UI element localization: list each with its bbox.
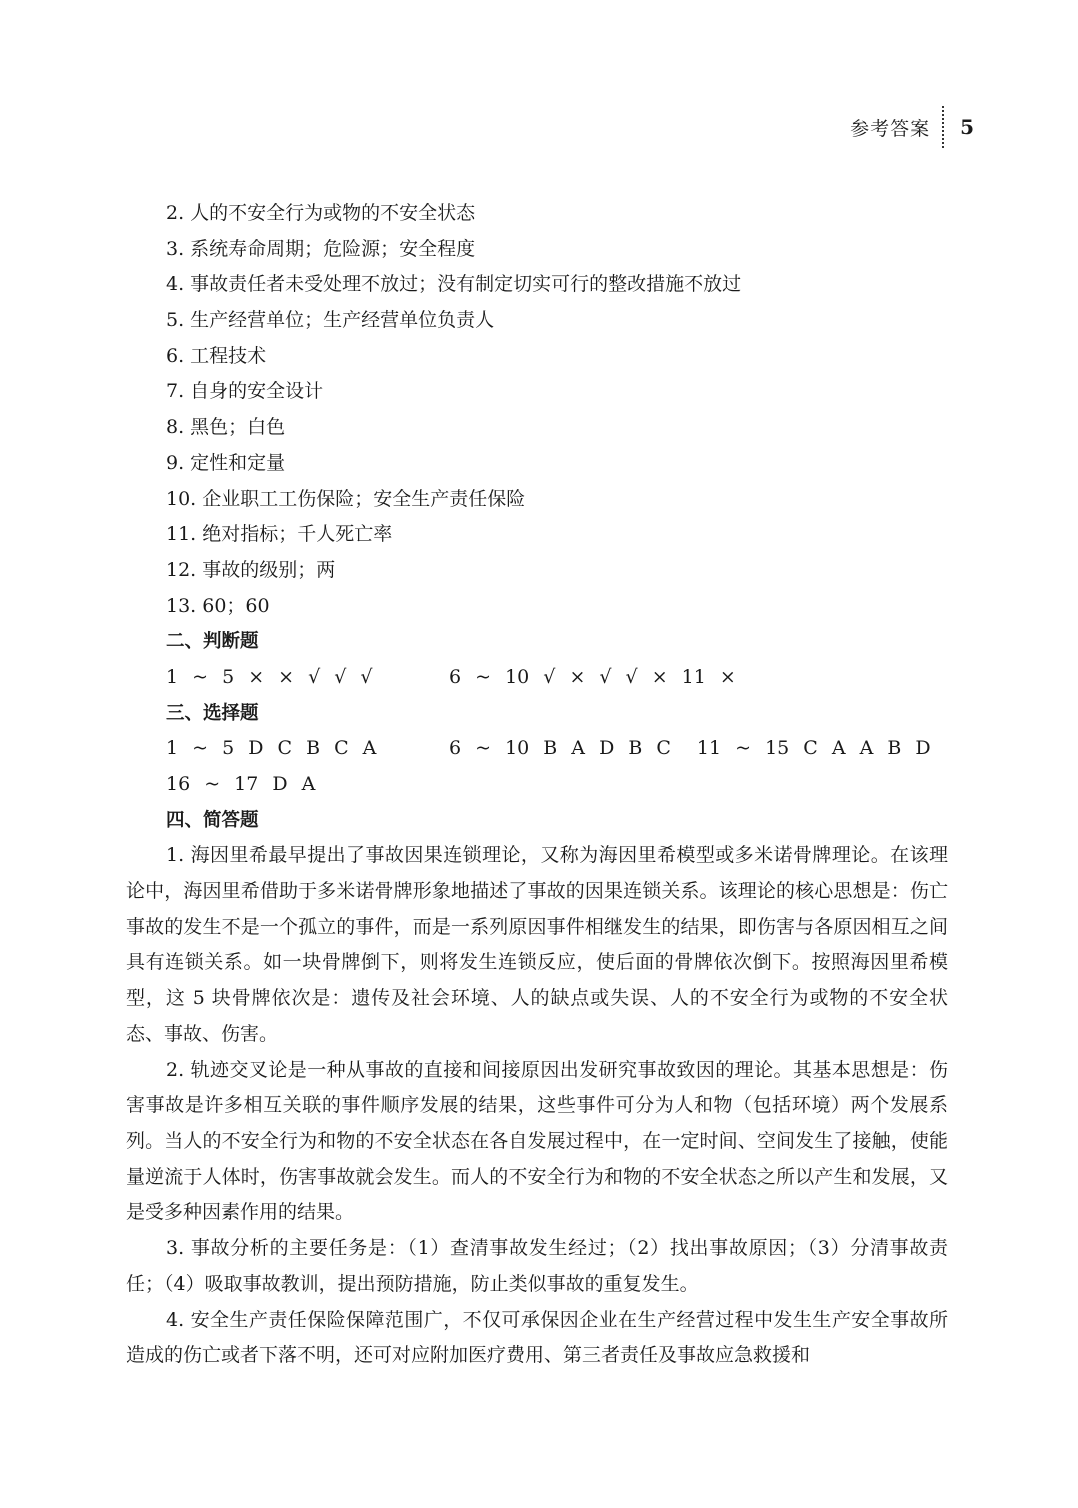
answer-line: 4. 事故责任者未受处理不放过；没有制定切实可行的整改措施不放过 [166, 273, 742, 296]
choice-answers-1-5: 1 ~ 5 D C B C A [166, 737, 377, 760]
answer-line: 7. 自身的安全设计 [166, 380, 324, 403]
judge-answers-row [126, 660, 948, 696]
short-answer-paragraph: 3. 事故分析的主要任务是：（1）查清事故发生经过；（2）找出事故原因；（3）分清事故责任；（4）吸取事故教训，提出预防措施，防止类似事故的重复发生。 [126, 1237, 948, 1295]
choice-answers-row [126, 731, 948, 767]
choice-answers-row [126, 767, 948, 803]
section-title-choice: 三、选择题 [166, 702, 259, 724]
answer-line: 12. 事故的级别；两 [166, 558, 336, 581]
header-title: 参考答案 [850, 117, 931, 140]
answer-line: 11. 绝对指标；千人死亡率 [166, 523, 393, 546]
answer-line: 3. 系统寿命周期；危险源；安全程度 [166, 237, 476, 260]
judge-answers-1-5: 1 ~ 5 × × √ √ √ [166, 665, 373, 688]
running-header [850, 106, 974, 148]
judge-answers-6-11: 6 ~ 10 √ × √ √ × 11 × [449, 665, 736, 688]
section-title-short-answer: 四、简答题 [166, 809, 259, 831]
answer-line: 8. 黑色；白色 [166, 416, 286, 439]
answer-line: 10. 企业职工工伤保险；安全生产责任保险 [166, 487, 526, 510]
answer-line: 6. 工程技术 [166, 344, 267, 367]
short-answer-paragraph: 2. 轨迹交叉论是一种从事故的直接和间接原因出发研究事故致因的理论。其基本思想是：伤害事故是许多相互关联的事件顺序发展的结果，这些事件可分为人和物（包括环境）两个发展系列。当人的不安全行为和物的不安全状态在各自发展过程中，在一定时间、空间发生了接触，使能量逆流于人体时，伤害事故就会发生。而人的不安全行为和物的不安全状态之所以产生和发展，又是受多种因素作用的结果。 [126, 1058, 948, 1224]
answer-line: 13. 60；60 [166, 594, 270, 617]
short-answer-paragraph: 1. 海因里希最早提出了事故因果连锁理论，又称为海因里希模型或多米诺骨牌理论。在该理论中，海因里希借助于多米诺骨牌形象地描述了事故的因果连锁关系。该理论的核心思想是：伤亡事故的发生不是一个孤立的事件，而是一系列原因事件相继发生的结果，即伤害与各原因相互之间具有连锁关系。如一块骨牌倒下，则将发生连锁反应，使后面的骨牌依次倒下。按照海因里希模型，这 5 块骨牌依次是：遗传及社会环境、人的缺点或失误、人的不安全行为或物的不安全状态、事故、伤害。 [126, 844, 948, 1045]
short-answer-paragraph: 4. 安全生产责任保险保障范围广，不仅可承保因企业在生产经营过程中发生生产安全事故所造成的伤亡或者下落不明，还可对应附加医疗费用、第三者责任及事故应急救援和 [126, 1308, 948, 1367]
choice-answers-16-17: 16 ~ 17 D A [166, 773, 316, 795]
answer-line: 9. 定性和定量 [166, 451, 286, 474]
choice-answers-6-10: 6 ~ 10 B A D B C [449, 737, 671, 760]
page-number: 5 [960, 115, 974, 139]
answer-line: 5. 生产经营单位；生产经营单位负责人 [166, 309, 495, 332]
answer-line: 2. 人的不安全行为或物的不安全状态 [166, 202, 476, 224]
page-body [126, 196, 948, 1374]
choice-answers-11-15: 11 ~ 15 C A A B D [696, 737, 931, 760]
section-title-judge: 二、判断题 [166, 631, 259, 653]
